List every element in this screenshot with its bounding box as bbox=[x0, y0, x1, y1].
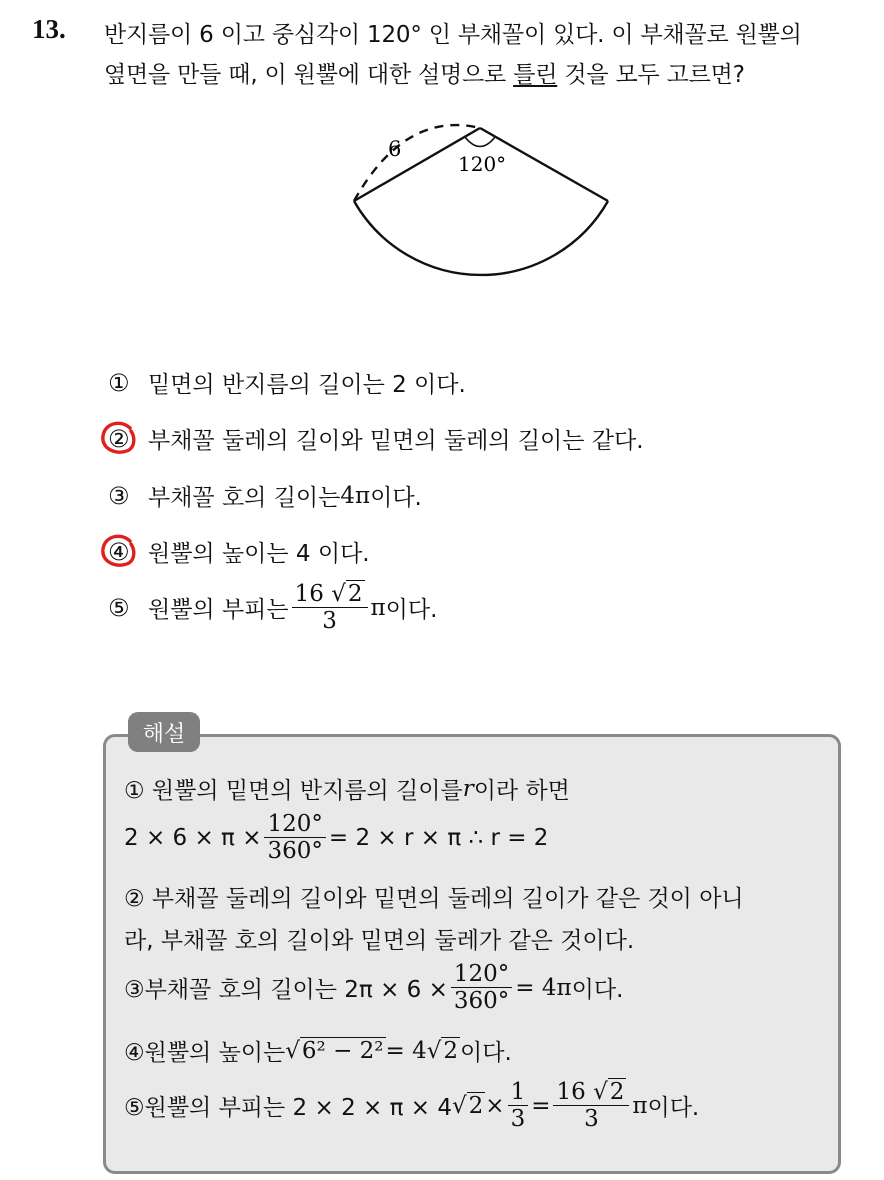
solution-1-text: ① 원뿔의 밑면의 반지름의 길이를 r 이라 하면 bbox=[124, 775, 570, 804]
option-text: 부채꼴 둘레의 길이와 밑면의 둘레의 길이는 같다. bbox=[148, 428, 644, 454]
option-4[interactable] bbox=[108, 535, 370, 568]
solution-2-line-1: ② 부채꼴 둘레의 길이와 밑면의 둘레의 길이가 같은 것이 아니 bbox=[124, 886, 744, 912]
question-line-2: 옆면을 만들 때, 이 원뿔에 대한 설명으로 틀린 것을 모두 고르면? bbox=[104, 62, 745, 88]
volume-fraction: $\frac{16 √2}{3}$ bbox=[292, 582, 368, 633]
underlined-word: 틀린 bbox=[513, 62, 558, 88]
question-line-1: 반지름이 6 이고 중심각이 120° 인 부채꼴이 있다. 이 부채꼴로 원뿔의 bbox=[104, 22, 802, 48]
option-5[interactable]: ⑤ 원뿔의 부피는 $\frac{16 √2}{3}$ π 이다. bbox=[108, 581, 438, 635]
question-number: 13. bbox=[32, 14, 66, 44]
angle-label: 120° bbox=[458, 152, 507, 176]
option-text: 밑면의 반지름의 길이는 2 이다. bbox=[148, 372, 466, 398]
option-number: ① bbox=[108, 368, 130, 397]
solution-4: ④원뿔의 높이는 √6² − 2² = 4 √2 이다. bbox=[124, 1037, 512, 1066]
radius-label: 6 bbox=[388, 137, 402, 161]
sector-figure bbox=[330, 110, 630, 290]
option-2[interactable] bbox=[108, 422, 644, 455]
answer-mark-circle bbox=[100, 532, 138, 570]
solution-2-line-2: 라, 부채꼴 호의 길이와 밑면의 둘레가 같은 것이다. bbox=[124, 928, 635, 954]
option-3[interactable]: ③ 부채꼴 호의 길이는 4π 이다. bbox=[108, 481, 422, 511]
solution-tag: 해설 bbox=[128, 712, 200, 752]
option-number: ⑤ bbox=[108, 593, 130, 622]
option-number: ② bbox=[108, 424, 130, 453]
solution-3: ③부채꼴 호의 길이는 2π × 6 × $\frac{120^\circ}{360^\circ}$ = 4π 이다. bbox=[124, 961, 624, 1015]
option-number: ④ bbox=[108, 537, 130, 566]
answer-mark-circle bbox=[100, 419, 138, 457]
option-1[interactable] bbox=[108, 366, 466, 399]
option-text: 원뿔의 높이는 4 이다. bbox=[148, 541, 370, 567]
sector-arc bbox=[354, 201, 608, 275]
solution-1-equation: 2 × 6 × π × $\frac{120^\circ}{360^\circ}$ = 2 × r × π ∴ r = 2 bbox=[124, 811, 549, 865]
option-number: ③ bbox=[108, 481, 130, 510]
angle-arc bbox=[465, 137, 495, 147]
solution-5: ⑤원뿔의 부피는 2 × 2 × π × 4 √2 × $\frac{1}{3}$ = $\frac{16 √2}{3}$ π 이다. bbox=[124, 1079, 700, 1133]
